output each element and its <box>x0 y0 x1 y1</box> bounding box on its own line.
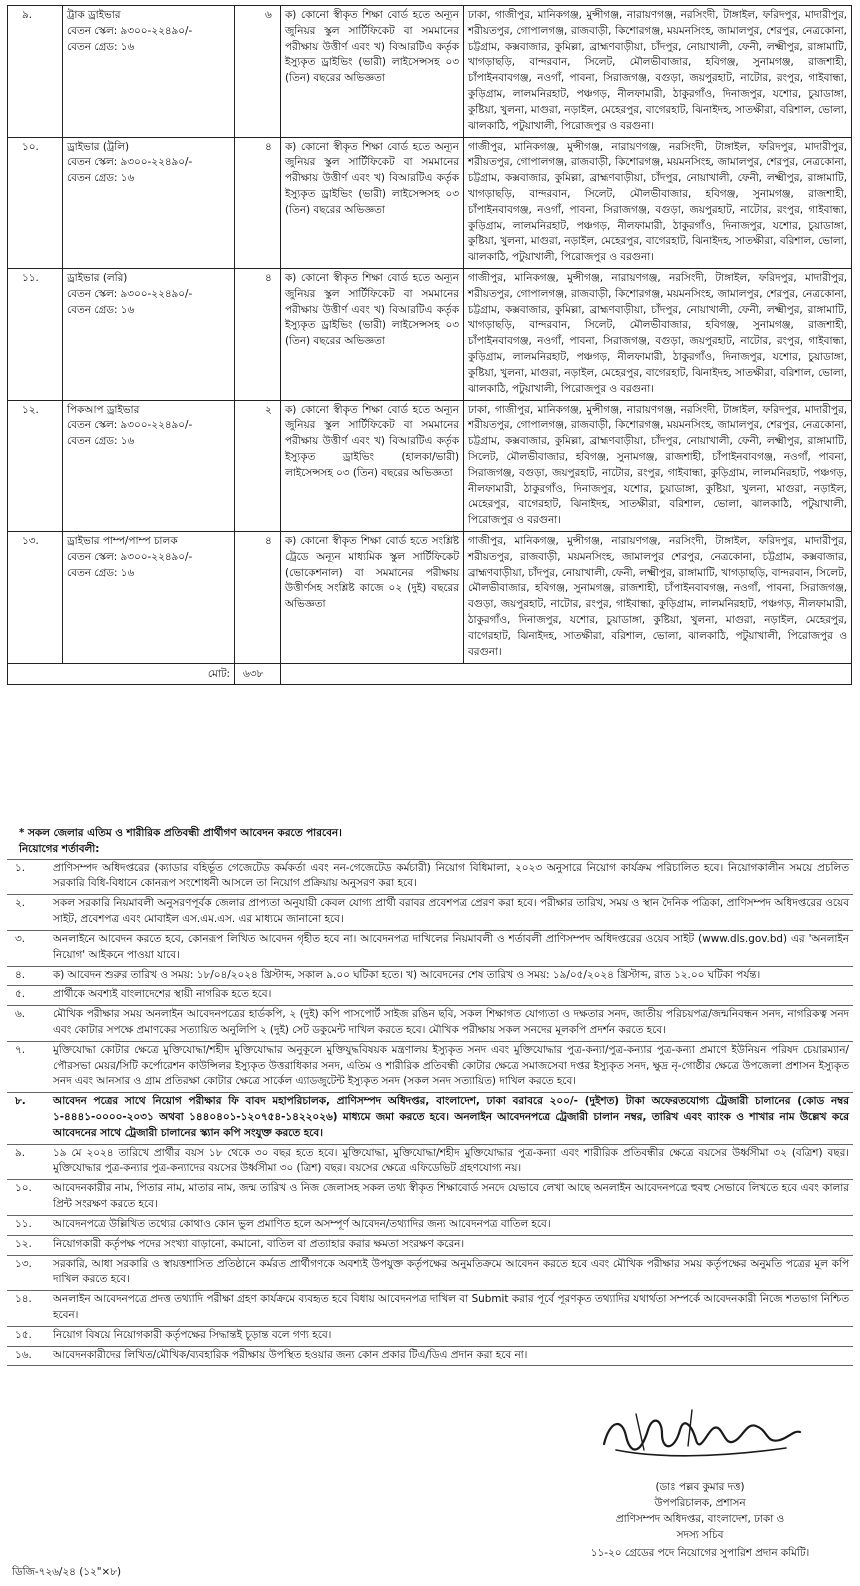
condition-text: আবেদনকারীদের লিখিত/মৌখিক/ব্যবহারিক পরীক্ষায় উপস্থিত হওয়ার জন্য কোন প্রকার টিএ/ডিএ প্রদান করা হবে না। <box>53 1348 528 1361</box>
condition-item <box>7 1216 853 1236</box>
signature-image <box>596 1400 806 1470</box>
condition-item <box>7 1236 853 1256</box>
total-row <box>8 663 852 684</box>
condition-text: আবেদনপত্রে উল্লিখিত তথ্যের কোথাও কোন ভুল প্রমাণিত হলে অসম্পূর্ণ আবেদন/তথ্যাদির জন্য আবেদনপত্র বাতিল হবে। <box>53 1217 551 1230</box>
condition-text: প্রার্থীকে অবশ্যই বাংলাদেশের স্থায়ী নাগরিক হতে হবে। <box>53 988 272 1001</box>
post-count: ৪ <box>235 137 281 269</box>
district-list: ঢাকা, গাজীপুর, মানিকগঞ্জ, মুন্সীগঞ্জ, নারায়ণগঞ্জ, নরসিংদী, টাঙ্গাইল, ফরিদপুর, মাদারীপুর, শরীয়তপুর, গোপালগঞ্জ, রাজবাড়ী, কিশোরগঞ্জ, ময়মনসিংহ, জামালপুর, শেরপুর, নেত্রকোনা, চট্টগ্রাম, কক্সবাজার, কুমিল্লা, ব্রাহ্মণবাড়ীয়া, চাঁদপুর, নোয়াখালী, ফেনী, লক্ষ্মীপুর, রাঙ্গামাটি, খাগড়াছড়ি, বান্দরবান, সিলেট, মৌলভীবাজার, হবিগঞ্জ, সুনামগঞ্জ, রাজশাহী, চাঁপাইনবাবগঞ্জ, নওগাঁ, পাবনা, সিরাজগঞ্জ, বগুড়া, জয়পুরহাট, নাটোর, রংপুর, গাইবান্ধা, কুড়িগ্রাম, লালমনিরহাট, পঞ্চগড়, নীলফামারী, ঠাকুরগাঁও, দিনাজপুর, যশোর, চুয়াডাঙ্গা, কুষ্টিয়া, খুলনা, মাগুরা, নড়াইল, মেহেরপুর, বাগেরহাট, ঝিনাইদহ, সাতক্ষীরা, বরিশাল, ভোলা, ঝালকাঠি, পটুয়াখালী, পিরোজপুর ও বরগুনা। <box>464 6 852 138</box>
condition-number: ৭. <box>15 1043 26 1056</box>
post-title: ড্রাইভার পাম্প/পাম্প চালক <box>67 535 178 547</box>
signatory-designation: উপপরিচালক, প্রশাসন <box>654 1497 746 1509</box>
qualification: ক) কোনো স্বীকৃত শিক্ষা বোর্ড হতে সংশ্লিষ্ট ট্রেডে অন্যূন মাধ্যমিক স্কুল সার্টিফিকেট (ভোকেশনাল) বা সমমানের পরীক্ষায় উত্তীর্ণসহ সংশ্লিষ্ট কাজে ০২ (দুই) বছরের অভিজ্ঞতা <box>281 532 464 664</box>
condition-text: প্রাণিসম্পদ অধিদপ্তরের (ক্যাডার বহির্ভূত গেজেটেড কর্মকর্তা এবং নন-গেজেটেড কর্মচারী) নিয়োগ বিধিমালা, ২০২৩ অনুসারে নিয়োগ কার্যক্রম পরিচালিত হবে। নিয়োগকালীন সময়ে প্রচলিত সরকারি বিধি-বিধানে কোনরূপ সংশোধনী আসলে তা নিয়োগ প্রক্রিয়ায় অনুসরণ করা হবে। <box>53 861 849 890</box>
pay-scale: বেতন স্কেল: ৯৩০০-২২৪৯০/- <box>67 419 193 432</box>
condition-number: ৫. <box>15 988 26 1001</box>
posts-table-body <box>8 6 852 664</box>
post-row <box>8 532 852 664</box>
qualification: ক) কোনো স্বীকৃত শিক্ষা বোর্ড হতে অন্যূন জুনিয়র স্কুল সার্টিফিকেট বা সমমানের পরীক্ষায় উত্তীর্ণ এবং খ) বিআরটিএ কর্তৃক ইস্যুকৃত ড্রাইভিং (ভারী) লাইসেন্সসহ ০৩ (তিন) বছরের অভিজ্ঞতা <box>281 6 464 138</box>
condition-text: অনলাইন আবেদনপত্রে প্রদত্ত তথ্যাদি পরীক্ষা গ্রহণ কার্যক্রমে ব্যবহৃত হবে বিধায় আবেদনপত্র দাখিল বা Submit করার পূর্বে পূরণকৃত তথ্যাদির যথার্থতা সম্পর্কে আবেদনকারী নিজে শতভাগ নিশ্চিত হবেন। <box>53 1293 849 1321</box>
post-cell <box>63 137 235 269</box>
signatory-role: সদস্য সচিব <box>676 1529 724 1541</box>
condition-item <box>7 967 853 987</box>
condition-number: ৩. <box>15 932 26 945</box>
serial-number: ১০. <box>22 140 39 153</box>
condition-number: ৬. <box>15 1008 26 1021</box>
post-cell <box>63 400 235 532</box>
pay-scale: বেতন স্কেল: ৯৩০০-২২৪৯০/- <box>67 287 193 300</box>
condition-number: ১২. <box>15 1237 32 1250</box>
pay-grade: বেতন গ্রেড: ১৬ <box>67 435 135 448</box>
condition-item <box>7 1347 853 1367</box>
post-cell <box>63 6 235 138</box>
district-list: গাজীপুর, মানিকগঞ্জ, মুন্সীগঞ্জ, নারায়ণগঞ্জ, নরসিংদী, টাঙ্গাইল, ফরিদপুর, মাদারীপুর, শরীয়তপুর, গোপালগঞ্জ, রাজবাড়ী, কিশোরগঞ্জ, ময়মনসিংহ, জামালপুর, শেরপুর, নেত্রকোনা, চট্টগ্রাম, কক্সবাজার, কুমিল্লা, ব্রাহ্মণবাড়ীয়া, চাঁদপুর, নোয়াখালী, ফেনী, লক্ষ্মীপুর, রাঙ্গামাটি, খাগড়াছড়ি, বান্দরবান, সিলেট, মৌলভীবাজার, হবিগঞ্জ, সুনামগঞ্জ, রাজশাহী, চাঁপাইনবাবগঞ্জ, নওগাঁ, পাবনা, সিরাজগঞ্জ, বগুড়া, জয়পুরহাট, নাটোর, রংপুর, গাইবান্ধা, কুড়িগ্রাম, লালমনিরহাট, পঞ্চগড়, নীলফামারী, ঠাকুরগাঁও, দিনাজপুর, যশোর, চুয়াডাঙ্গা, কুষ্টিয়া, খুলনা, মাগুরা, নড়াইল, মেহেরপুর, বাগেরহাট, ঝিনাইদহ, সাতক্ষীরা, বরিশাল, ভোলা, ঝালকাঠি, পটুয়াখালী, পিরোজপুর ও বরগুনা। <box>464 269 852 401</box>
pay-scale: বেতন স্কেল: ৯৩০০-২২৪৯০/- <box>67 156 193 169</box>
serial-cell <box>8 400 63 532</box>
district-list: ঢাকা, গাজীপুর, মানিকগঞ্জ, মুন্সীগঞ্জ, নারায়ণগঞ্জ, নরসিংদী, টাঙ্গাইল, ফরিদপুর, মাদারীপুর, শরীয়তপুর, গোপালগঞ্জ, রাজবাড়ী, কিশোরগঞ্জ, ময়মনসিংহ, জামালপুর, শেরপুর, নেত্রকোনা, চট্টগ্রাম, কক্সবাজার, কুমিল্লা, ব্রাহ্মণবাড়ীয়া, চাঁদপুর, নোয়াখালী, ফেনী, লক্ষ্মীপুর, রাঙ্গামাটি, সিলেট, মৌলভীবাজার, হবিগঞ্জ, সুনামগঞ্জ, রাজশাহী, চাঁপাইনবাবগঞ্জ, নওগাঁ, পাবনা, সিরাজগঞ্জ, বগুড়া, জয়পুরহাট, নাটোর, রংপুর, গাইবান্ধা, কুড়িগ্রাম, লালমনিরহাট, পঞ্চগড়, নীলফামারী, ঠাকুরগাঁও, দিনাজপুর, যশোর, চুয়াডাঙ্গা, কুষ্টিয়া, খুলনা, মাগুরা, নড়াইল, মেহেরপুর, বাগেরহাট, ঝিনাইদহ, সাতক্ষীরা, বরিশাল, ভোলা, ঝালকাঠি, পটুয়াখালী, পিরোজপুর ও বরগুনা। <box>464 400 852 532</box>
post-count: ৪ <box>235 532 281 664</box>
serial-number: ১১. <box>22 272 39 284</box>
pay-scale: বেতন স্কেল: ৯৩০০-২২৪৯০/- <box>67 550 193 563</box>
condition-item <box>7 1256 853 1292</box>
serial-cell <box>8 269 63 401</box>
posts-table <box>7 5 852 685</box>
pay-scale: বেতন স্কেল: ৯৩০০-২২৪৯০/- <box>67 24 193 37</box>
condition-text: মুক্তিযোদ্ধা কোটার ক্ষেত্রে মুক্তিযোদ্ধা/শহীদ মুক্তিযোদ্ধার অনুকূলে মুক্তিযুদ্ধবিষয়ক মন্ত্রণালয় ইস্যুকৃত সনদ এবং মুক্তিযোদ্ধার পুত্র-কন্যা/পুত্র-কন্যার পুত্র-কন্যা প্রমাণে ইউনিয়ন পরিষদ চেয়ারম্যান/পৌরসভা মেয়র/সিটি কর্পোরেশন কাউন্সিলর ইস্যুকৃত উত্তরাধিকার সনদ, এতিম ও শারীরিক প্রতিবন্ধী কোটার ক্ষেত্রে সমাজসেবা দপ্তর ইস্যুকৃত সনদ, ক্ষুদ্র নৃ-গোষ্ঠীর ক্ষেত্রে উপজেলা প্রশাসন ইস্যুকৃত সনদ এবং আনসার ও গ্রাম প্রতিরক্ষা কোটার ক্ষেত্রে সার্কেল এ্যাডজুটেন্ট ইস্যুকৃত সনদ (সকল সনদ সত্যায়িত) দাখিল করতে হবে। <box>53 1043 849 1088</box>
serial-number: ১৩. <box>22 535 39 547</box>
condition-number: ১০. <box>15 1182 32 1195</box>
post-row <box>8 400 852 532</box>
serial-number: ১২. <box>22 403 39 416</box>
condition-item <box>7 1291 853 1327</box>
qualification: ক) কোনো স্বীকৃত শিক্ষা বোর্ড হতে অন্যূন জুনিয়র স্কুল সার্টিফিকেট বা সমমানের পরীক্ষায় উত্তীর্ণ এবং খ) বিআরটিএ কর্তৃক ইস্যুকৃত ড্রাইভিং (ভারী) লাইসেন্সসহ ০৩ (তিন) বছরের অভিজ্ঞতা <box>281 137 464 269</box>
condition-number: ৯. <box>15 1146 26 1159</box>
total-value: ৬৩৮ <box>235 663 281 684</box>
condition-text: অনলাইনে আবেদন করতে হবে, কোনরূপ লিখিত আবেদন গৃহীত হবে না। আবেদনপত্র দাখিলের নিয়মাবলী ও শর্তাবলী প্রাণিসম্পদ অধিদপ্তরের ওয়েব সাইট (www.dls.gov.bd) এর 'অনলাইন নিয়োগ' আইকনে পাওয়া যাবে। <box>53 932 849 961</box>
condition-number: ১১. <box>15 1217 32 1230</box>
post-count: ৬ <box>235 6 281 138</box>
district-list: গাজীপুর, মানিকগঞ্জ, মুন্সীগঞ্জ, নারায়ণগঞ্জ, নরসিংদী, টাঙ্গাইল, ফরিদপুর, মাদারীপুর, শরীয়তপুর, গোপালগঞ্জ, রাজবাড়ী, কিশোরগঞ্জ, ময়মনসিংহ, জামালপুর, শেরপুর, নেত্রকোনা, চট্টগ্রাম, কক্সবাজার, কুমিল্লা, ব্রাহ্মণবাড়ীয়া, চাঁদপুর, নোয়াখালী, ফেনী, লক্ষ্মীপুর, রাঙ্গামাটি, খাগড়াছড়ি, বান্দরবান, সিলেট, মৌলভীবাজার, হবিগঞ্জ, সুনামগঞ্জ, রাজশাহী, চাঁপাইনবাবগঞ্জ, নওগাঁ, পাবনা, সিরাজগঞ্জ, বগুড়া, জয়পুরহাট, নাটোর, রংপুর, গাইবান্ধা, কুড়িগ্রাম, লালমনিরহাট, পঞ্চগড়, নীলফামারী, ঠাকুরগাঁও, দিনাজপুর, যশোর, চুয়াডাঙ্গা, কুষ্টিয়া, খুলনা, মাগুরা, নড়াইল, মেহেরপুর, বাগেরহাট, ঝিনাইদহ, সাতক্ষীরা, বরিশাল, ভোলা, ঝালকাঠি, পটুয়াখালী, পিরোজপুর ও বরগুনা। <box>464 137 852 269</box>
qualification: ক) কোনো স্বীকৃত শিক্ষা বোর্ড হতে অন্যূন জুনিয়র স্কুল সার্টিফিকেট বা সমমানের পরীক্ষায় উত্তীর্ণ এবং খ) বিআরটিএ কর্তৃক ইস্যুকৃত ড্রাইভিং (ভারী) লাইসেন্সসহ ০৩ (তিন) বছরের অভিজ্ঞতা <box>281 269 464 401</box>
condition-item <box>7 1093 853 1144</box>
condition-number: ১৬. <box>15 1348 32 1361</box>
serial-number: ৯. <box>22 9 33 21</box>
condition-item <box>7 931 853 967</box>
post-title: ড্রাইভার (ট্রলি) <box>67 140 130 153</box>
condition-text: আবেদন পত্রের সাথে নিয়োগ পরীক্ষার ফি বাবদ মহাপরিচালক, প্রাণিসম্পদ অধিদপ্তর, বাংলাদেশ, ঢাকা বরাবরে ২০০/- (দুইশত) টাকা অফেরতযোগ্য ট্রেজারী চালানের (কোড নম্বর ১-৪৪৪১-০০০০-২০৩১ অথবা ১৪৪০৪০১-১২০৭৫৪-১৪২২০২৬) মাধ্যমে জমা করতে হবে। অনলাইন আবেদনপত্রে ট্রেজারী চালান নম্বর, তারিখ এবং ব্যাংক ও শাখার নাম উল্লেখ করে আবেদনের সাথে ট্রেজারী চালানের স্ক্যান কপি সংযুক্ত করতে হবে। <box>53 1095 849 1139</box>
pay-grade: বেতন গ্রেড: ১৬ <box>67 566 135 579</box>
post-title: ট্রাক ড্রাইভার <box>67 9 121 21</box>
condition-item <box>7 1006 853 1042</box>
condition-text: ক) আবেদন শুরুর তারিখ ও সময়: ১৮/০৪/২০২৪ খ্রিস্টাব্দ, সকাল ৯.০০ ঘটিকা হতে। খ) আবেদনের শেষ তারিখ ও সময়: ১৯/০৫/২০২৪ খ্রিস্টাব্দ, রাত ১২.০০ ঘটিকা পর্যন্ত। <box>53 968 761 981</box>
condition-text: নিয়োগ বিষয়ে নিয়োগকারী কর্তৃপক্ষের সিদ্ধান্তই চূড়ান্ত বলে গণ্য হবে। <box>53 1328 332 1341</box>
post-count: ২ <box>235 400 281 532</box>
qualification: ক) কোনো স্বীকৃত শিক্ষা বোর্ড হতে অন্যূন জুনিয়র স্কুল সার্টিফিকেট বা সমমানের পরীক্ষায় উত্তীর্ণ এবং খ) বিআরটিএ কর্তৃক ইস্যুকৃত ড্রাইভিং (হালকা/ভারী) লাইসেন্সসহ ০৩ (তিন) বছরের অভিজ্ঞতা <box>281 400 464 532</box>
condition-item <box>7 986 853 1006</box>
serial-cell <box>8 532 63 664</box>
conditions-section <box>7 826 853 1366</box>
condition-item <box>7 1327 853 1347</box>
signatory-name: (ডাঃ পল্লব কুমার দত্ত) <box>655 1481 745 1493</box>
post-row <box>8 6 852 138</box>
eligibility-note: * সকল জেলার এতিম ও শারীরিক প্রতিবন্ধী প্রার্থীগণ আবেদন করতে পারবেন। <box>19 827 342 839</box>
condition-number: ১৫. <box>15 1328 32 1341</box>
committee-name: ১১-২০ গ্রেডের পদে নিয়োগের সুপারিশ প্রদান কমিটি। <box>590 1547 810 1559</box>
serial-cell <box>8 137 63 269</box>
post-row <box>8 137 852 269</box>
condition-text: নিয়োগকারী কর্তৃপক্ষ পদের সংখ্যা বাড়ানো, কমানো, বাতিল বা প্রত্যাহার করার ক্ষমতা সংরক্ষণ করেন। <box>53 1237 465 1250</box>
pay-grade: বেতন গ্রেড: ১৬ <box>67 172 135 185</box>
condition-item <box>7 1145 853 1181</box>
condition-item <box>7 895 853 931</box>
condition-text: মৌখিক পরীক্ষার সময় অনলাইন আবেদনপত্রের হার্ডকপি, ২ (দুই) কপি পাসপোর্ট সাইজ রঙিন ছবি, সকল শিক্ষাগত যোগ্যতা ও দক্ষতার সনদ, জাতীয় পরিচয়পত্র/জন্মনিবন্ধন সনদ, নাগরিকত্ব সনদ এবং কোটার সপক্ষে প্রমাণকের সত্যায়িত অনুলিপি ২ (দুই) সেট ডকুমেন্ট দাখিল করতে হবে। মৌখিক পরীক্ষায় সকল সনদের মূলকপি প্রদর্শন করতে হবে। <box>53 1008 849 1036</box>
total-label: মোট: <box>8 663 235 684</box>
condition-text: ১৯ মে ২০২৪ তারিখে প্রার্থীর বয়স ১৮ থেকে ৩০ বছর হতে হবে। মুক্তিযোদ্ধা, মুক্তিযোদ্ধা/শহীদ মুক্তিযোদ্ধার পুত্র-কন্যা এবং শারীরিক প্রতিবন্ধীর ক্ষেত্রে বয়সের উর্ধ্বসীমা ৩২ (বত্রিশ) বছর। মুক্তিযোদ্ধার পুত্র-কন্যার পুত্র-কন্যাদের বয়সের উর্ধ্বসীমা ৩০ (ত্রিশ) বছর। বয়সের ক্ষেত্রে এফিডেভিট গ্রহণযোগ্য নয়। <box>53 1146 849 1175</box>
footer-code: ডিজি-৭২৬/২৪ (১২"×৮) <box>12 1566 122 1578</box>
condition-item <box>7 860 853 896</box>
condition-text: সকল সরকারি নিয়মাবলী অনুসরণপূর্বক জেলার প্রাপ্যতা অনুযায়ী কেবল যোগ্য প্রার্থী বরাবর প্রবেশপত্র প্রেরণ করা হবে। পরীক্ষার তারিখ, সময় ও স্থান দৈনিক পত্রিকা, প্রাণিসম্পদ অধিদপ্তরের ওয়েব সাইট, প্রবেশপত্র এবং মোবাইল এস.এম.এস. এর মাধ্যমে জানানো হবে। <box>53 897 849 926</box>
condition-number: ৮. <box>15 1095 26 1108</box>
post-title: ড্রাইভার (লরি) <box>67 272 128 284</box>
condition-text: আবেদনকারীর নাম, পিতার নাম, মাতার নাম, জন্ম তারিখ ও নিজ জেলাসহ সকল তথ্য স্বীকৃত শিক্ষাবোর্ড সনদে যেভাবে লেখা আছে অনলাইন আবেদনপত্রে হুবহু সেভাবে লিখতে হবে এবং কালার প্রিন্ট সংরক্ষণ করতে হবে। <box>53 1182 849 1211</box>
condition-number: ১৩. <box>15 1257 32 1270</box>
post-count: ৪ <box>235 269 281 401</box>
pay-grade: বেতন গ্রেড: ১৬ <box>67 40 135 53</box>
district-list: গাজীপুর, মানিকগঞ্জ, মুন্সীগঞ্জ, নারায়ণগঞ্জ, নরসিংদী, টাঙ্গাইল, ফরিদপুর, মাদারীপুর, শরীয়তপুর, রাজবাড়ী, ময়মনসিংহ, জামালপুর শেরপুর, নেত্রকোনা, চট্টগ্রাম, কক্সবাজার, ব্রাহ্মণবাড়ীয়া, চাঁদপুর, নোয়াখালী, ফেনী, লক্ষ্মীপুর, রাঙ্গামাটি, খাগড়াছড়ি, বান্দরবান, সিলেট, মৌলভীবাজার, হবিগঞ্জ, সুনামগঞ্জ, রাজশাহী, চাঁপাইনবাবগঞ্জ, নওগাঁ, পাবনা, সিরাজগঞ্জ, বগুড়া, জয়পুরহাট, নাটোর, রংপুর, গাইবান্ধা, কুড়িগ্রাম, লালমনিরহাট, পঞ্চগড়, নীলফামারী, ঠাকুরগাঁও, দিনাজপুর, যশোর, চুয়াডাঙ্গা, কুষ্টিয়া, খুলনা, মাগুরা, নড়াইল, মেহেরপুর, বাগেরহাট, ঝিনাইদহ, সাতক্ষীরা, বরিশাল, ভোলা, ঝালকাঠি, পটুয়াখালী, পিরোজপুর ও বরগুনা। <box>464 532 852 664</box>
total-empty-cell <box>281 663 852 684</box>
conditions-heading: নিয়োগের শর্তাবলী: <box>7 842 853 860</box>
post-cell <box>63 532 235 664</box>
post-row <box>8 269 852 401</box>
signatory-office: প্রাণিসম্পদ অধিদপ্তর, বাংলাদেশ, ঢাকা ও <box>615 1513 785 1525</box>
condition-number: ১৪. <box>15 1293 32 1306</box>
condition-number: ১. <box>15 861 26 874</box>
condition-number: ২. <box>15 897 26 910</box>
post-cell <box>63 269 235 401</box>
condition-item <box>7 1180 853 1216</box>
serial-cell <box>8 6 63 138</box>
condition-number: ৪. <box>15 968 26 981</box>
condition-text: সরকারি, আধা সরকারি ও স্বায়ত্তশাসিত প্রতিষ্ঠানে কর্মরত প্রার্থীগণকে অবশ্যই উপযুক্ত কর্তৃপক্ষের অনুমতিক্রমে আবেদন করতে হবে এবং মৌখিক পরীক্ষার সময় কর্তৃপক্ষের অনুমতি পত্রের মূল কপি দাখিল করতে হবে। <box>53 1257 849 1286</box>
pay-grade: বেতন গ্রেড: ১৬ <box>67 303 135 316</box>
post-title: পিকআপ ড্রাইভার <box>67 403 140 416</box>
condition-item <box>7 1042 853 1093</box>
conditions-list <box>7 860 853 1367</box>
